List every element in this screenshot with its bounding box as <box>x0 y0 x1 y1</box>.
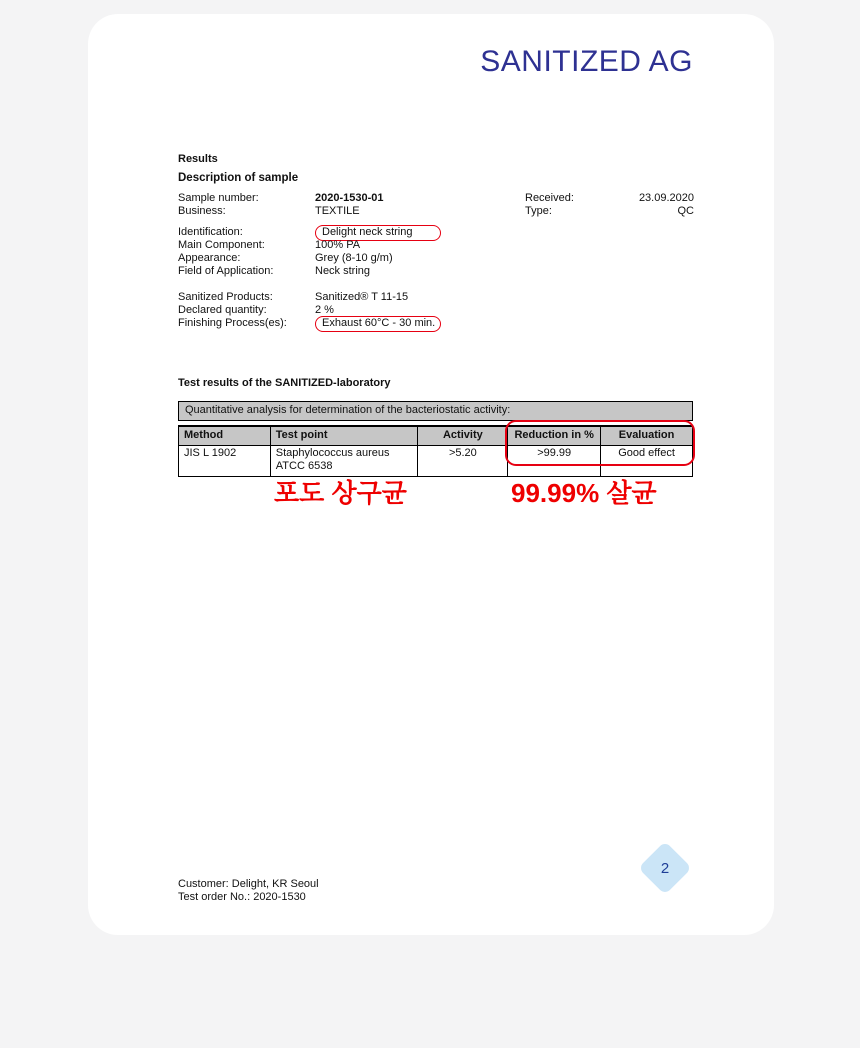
footer-block <box>178 878 319 904</box>
description-heading: Description of sample <box>178 172 299 184</box>
table-data-row <box>179 446 693 477</box>
field-label: Identification: <box>178 226 243 238</box>
col-header-activity: Activity <box>418 426 508 446</box>
field-row-sanitized-products <box>178 291 708 304</box>
korean-annotation-sterilization: 99.99% 살균 <box>511 478 657 508</box>
field-value <box>315 317 441 330</box>
test-point-strain: ATCC 6538 <box>275 460 333 472</box>
field-value: Sanitized® T 11-15 <box>315 291 409 303</box>
field-row-appearance <box>178 252 708 265</box>
field-row-type <box>525 205 694 218</box>
field-label: Received: <box>525 192 574 204</box>
table-header-row <box>179 426 693 446</box>
cell-evaluation: Good effect <box>601 446 693 477</box>
field-value <box>315 226 441 239</box>
field-value: Grey (8-10 g/m) <box>315 252 393 264</box>
field-row-finishing-process <box>178 317 708 330</box>
field-label: Main Component: <box>178 239 265 251</box>
field-row-declared-quantity <box>178 304 708 317</box>
red-circle-annotation: Delight neck string <box>315 225 441 241</box>
field-label: Appearance: <box>178 252 241 264</box>
field-value: 23.09.2020 <box>638 192 694 204</box>
col-header-evaluation: Evaluation <box>601 426 693 446</box>
cell-reduction: >99.99 <box>508 446 601 477</box>
col-header-test-point: Test point <box>270 426 418 446</box>
field-row-field-of-application <box>178 265 708 278</box>
test-results-table-section <box>178 401 693 477</box>
korean-annotation-bacteria: 포도 상구균 <box>274 478 407 508</box>
test-point-organism: Staphylococcus aureus <box>275 447 390 459</box>
field-row-received <box>525 192 694 205</box>
cell-method: JIS L 1902 <box>179 446 271 477</box>
field-label: Finishing Process(es): <box>178 317 287 329</box>
field-label: Sample number: <box>178 192 259 204</box>
field-row-main-component <box>178 239 708 252</box>
report-page <box>88 14 774 935</box>
sample-identification-group <box>178 226 708 278</box>
field-label: Declared quantity: <box>178 304 267 316</box>
field-value: Neck string <box>315 265 371 277</box>
description-of-sample-section <box>178 153 708 330</box>
field-row-identification <box>178 226 708 239</box>
page-number: 2 <box>660 859 670 877</box>
test-results-heading: Test results of the SANITIZED-laboratory <box>178 377 391 389</box>
field-value: 100% PA <box>315 239 361 251</box>
field-value: QC <box>677 205 694 217</box>
col-header-method: Method <box>179 426 271 446</box>
col-header-reduction: Reduction in % <box>508 426 601 446</box>
field-label: Business: <box>178 205 226 217</box>
field-label: Sanitized Products: <box>178 291 273 303</box>
results-table <box>178 425 693 477</box>
sanitized-products-group <box>178 291 708 330</box>
page-number-badge <box>638 841 692 895</box>
footer-test-order: Test order No.: 2020-1530 <box>178 891 306 903</box>
red-circle-annotation: Exhaust 60°C - 30 min. <box>315 316 441 332</box>
results-heading: Results <box>178 153 218 165</box>
company-logo-title: SANITIZED AG <box>480 45 693 78</box>
field-value: TEXTILE <box>315 205 360 217</box>
receipt-meta-block <box>525 192 694 218</box>
field-value: 2020-1530-01 <box>315 192 384 204</box>
field-value: 2 % <box>315 304 334 316</box>
field-label: Field of Application: <box>178 265 274 277</box>
cell-test-point <box>270 446 418 477</box>
cell-activity: >5.20 <box>418 446 508 477</box>
field-label: Type: <box>525 205 552 217</box>
table-caption-bar: Quantitative analysis for determination of the bacteriostatic activity: <box>178 401 693 421</box>
footer-customer: Customer: Delight, KR Seoul <box>178 878 319 890</box>
